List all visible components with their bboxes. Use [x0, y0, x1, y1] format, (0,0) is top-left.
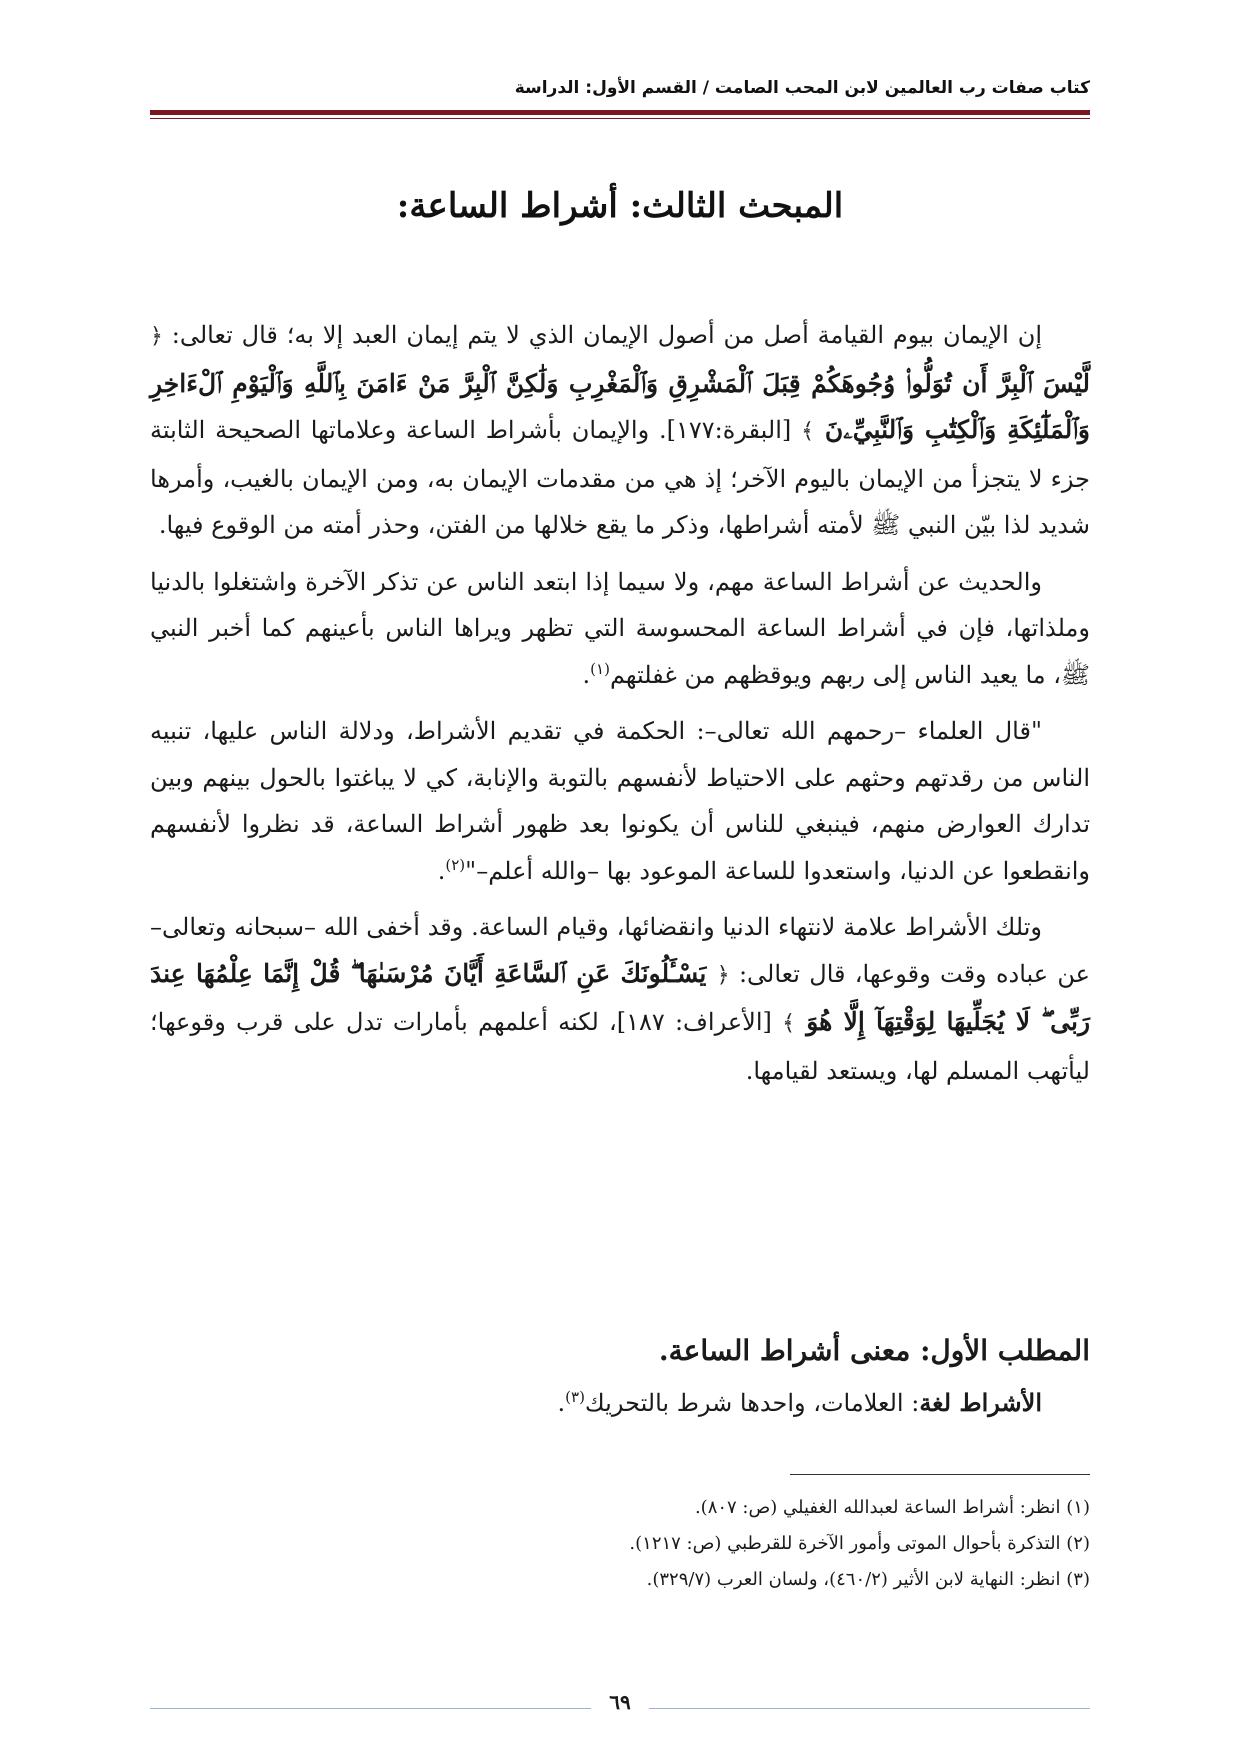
subheading: المطلب الأول: معنى أشراط الساعة. — [658, 1334, 1090, 1367]
paragraph-1: إن الإيمان بيوم القيامة أصل من أصول الإيمان الذي لا يتم إيمان العبد إلا به؛ قال تعالى: ﴿ لَّيْسَ ٱلْبِرَّ أَن تُوَلُّوا۟ وُجُوهَكُمْ قِبَلَ ٱلْمَشْرِقِ وَٱلْمَغْرِبِ وَلَٰكِنَّ ٱلْبِرَّ مَنْ ءَامَنَ بِٱللَّهِ وَٱلْيَوْمِ ٱلْءَاخِرِ وَٱلْمَلَٰٓئِكَةِ وَٱلْكِتَٰبِ وَٱلنَّبِيِّۦنَ ﴾ [البقرة:١٧٧]. والإيمان بأشراط الساعة وعلاماتها الصحيحة الثابتة جزء لا يتجزأ من الإيمان باليوم الآخر؛ إذ هي من مقدمات الإيمان به، ومن الإيمان بالغيب، وأمرها شديد لذا بيّن النبي ﷺ لأمته أشراطها، وذكر ما يقع خلالها من الفتن، وحذر أمته من الوقوع فيها. — [150, 321, 1090, 539]
quran-ornament-open: ﴿ — [150, 324, 163, 349]
footnote-3: (٣) انظر: النهاية لابن الأثير (٤٦٠/٢)، ولسان العرب (٣٢٩/٧). — [646, 1569, 1090, 1590]
quran-verse-baqarah: لَّيْسَ ٱلْبِرَّ أَن تُوَلُّوا۟ وُجُوهَكُمْ قِبَلَ ٱلْمَشْرِقِ وَٱلْمَغْرِبِ وَلَٰكِنَّ ٱلْبِرَّ مَنْ ءَامَنَ بِٱللَّهِ وَٱلْيَوْمِ ٱلْءَاخِرِ وَٱلْمَلَٰٓئِكَةِ وَٱلْكِتَٰبِ وَٱلنَّبِيِّۦنَ — [150, 368, 1090, 444]
paragraph-3: "قال العلماء –رحمهم الله تعالى–: الحكمة في تقديم الأشراط، ودلالة الناس عليها، تنبيه الناس من رقدتهم وحثهم على الاحتياط لأنفسهم بالتوبة والإنابة، كي لا يباغتوا بالحول بينهم وبين تدارك العوارض منهم، فينبغي للناس أن يكونوا بعد ظهور أشراط الساعة، قد نظروا لأنفسهم وانقطعوا عن الدنيا، واستعدوا للساعة الموعود بها –والله أعلم–"$^{(٢)}$. — [150, 717, 1091, 885]
quran-ornament-close: ﴾ — [782, 1011, 795, 1036]
quran-ornament-open: ﴿ — [716, 962, 730, 988]
footnote-2: (٢) التذكرة بأحوال الموتى وأمور الآخرة للقرطبي (ص: ١٢١٧). — [629, 1533, 1090, 1554]
page-number-wrap — [0, 1690, 1240, 1714]
footnote-ref-2[interactable]: (٢) — [445, 855, 466, 874]
footnote-ref-3[interactable]: (٣) — [565, 1388, 585, 1406]
footnote-ref-1[interactable]: (١) — [590, 659, 610, 678]
quran-verse-araf: يَسْـَٔلُونَكَ عَنِ ٱلسَّاعَةِ أَيَّانَ مُرْسَىٰهَا ۖ قُلْ إِنَّمَا عِلْمُهَا عِندَ رَبِّى ۖ لَا يُجَلِّيهَا لِوَقْتِهَآ إِلَّا هُوَ — [150, 958, 1091, 1036]
definition-term: الأشراط لغة — [919, 1388, 1042, 1417]
definition-line: الأشراط لغة: العلامات، واحدها شرط بالتحريك$^{(٣)}$. — [557, 1388, 1042, 1417]
header-title: كتاب صفات رب العالمين لابن المحب الصامت / القسم الأول: الدراسة — [514, 78, 1090, 98]
page-number: ٦٩ — [591, 1690, 648, 1714]
body-text — [150, 312, 1090, 1104]
header-rule-thin — [150, 118, 1090, 119]
quran-ornament-close: ﴾ — [801, 419, 814, 444]
header-rule-thick — [150, 110, 1090, 115]
section-title: المبحث الثالث: أشراط الساعة: — [396, 186, 844, 226]
paragraph-4: وتلك الأشراط علامة لانتهاء الدنيا وانقضائها، وقيام الساعة. وقد أخفى الله –سبحانه وتعالى– عن عباده وقت وقوعها، قال تعالى: ﴿ يَسْـَٔلُونَكَ عَنِ ٱلسَّاعَةِ أَيَّانَ مُرْسَىٰهَا ۖ قُلْ إِنَّمَا عِلْمُهَا عِندَ رَبِّى ۖ لَا يُجَلِّيهَا لِوَقْتِهَآ إِلَّا هُوَ ﴾ [الأعراف: ١٨٧]، لكنه أعلمهم بأمارات تدل على قرب وقوعها؛ ليأتهب المسلم لها، ويستعد لقيامها. — [150, 913, 1091, 1085]
definition-text: : العلامات، واحدها شرط بالتحريك — [584, 1389, 920, 1417]
running-header — [150, 78, 1090, 118]
footnotes — [150, 1490, 1090, 1598]
footnote-1: (١) انظر: أشراط الساعة لعبدالله الغفيلي (ص: ٨٠٧). — [694, 1497, 1090, 1518]
footnote-separator — [790, 1474, 1090, 1475]
paragraph-2: والحديث عن أشراط الساعة مهم، ولا سيما إذا ابتعد الناس عن تذكر الآخرة واشتغلوا بالدنيا وملذاتها، فإن في أشراط الساعة المحسوسة التي تظهر ويراها الناس بأعينهم كما أخبر النبي ﷺ، ما يعيد الناس إلى ربهم ويوقظهم من غفلتهم$^{(١)}$. — [150, 567, 1090, 689]
